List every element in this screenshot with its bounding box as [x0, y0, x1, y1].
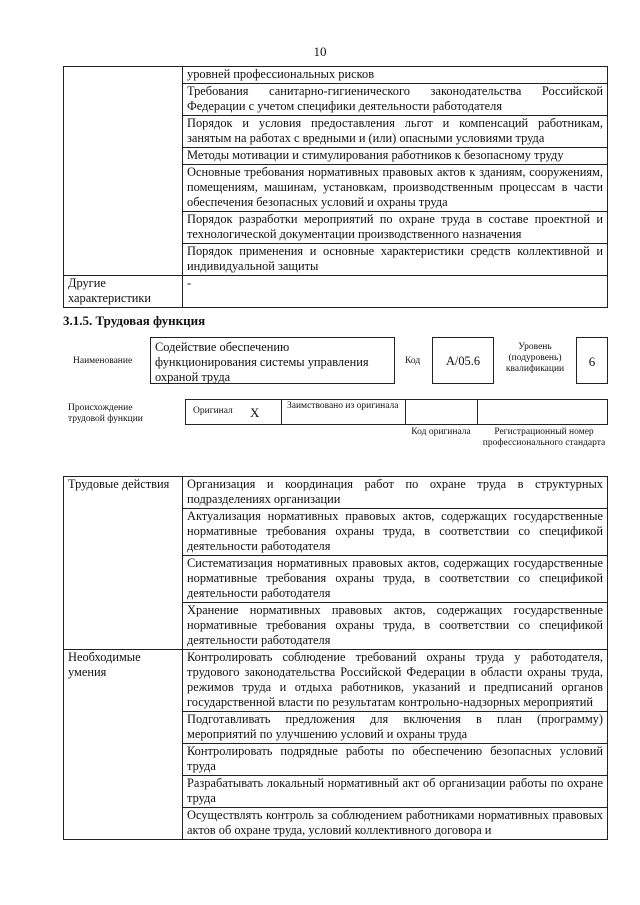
reg-number-label: Регистрационный номер профессионального стандарта — [482, 427, 606, 448]
table-cell: Контролировать соблюдение требований охраны труда у работодателя, трудового законодательства Российской Федерации в области охраны труда, режимов труда и отдыха работников, указаний и предписаний органов государственной власти по результатам контрольно-надзорных мероприятий — [183, 650, 608, 712]
function-name-box: Содействие обеспечению функционирования системы управления охраной труда — [150, 337, 395, 384]
table-row — [64, 477, 608, 509]
table-cell: Актуализация нормативных правовых актов, содержащих государственные нормативные требования охраны труда, в соответствии со спецификой деятельности работодателя — [183, 509, 608, 556]
origin-label: Происхождение трудовой функции — [68, 403, 143, 424]
table-cell: Подготавливать предложения для включения в план (программу) мероприятий по улучшению условий и охраны труда — [183, 712, 608, 744]
table-cell: Хранение нормативных правовых актов, содержащих государственные нормативные требования охраны труда, в соответствии со спецификой деятельности работодателя — [183, 603, 608, 650]
code-box: А/05.6 — [432, 337, 494, 384]
knowledge-table — [63, 66, 608, 308]
table-row — [64, 276, 608, 308]
table-row — [64, 650, 608, 712]
level-box: 6 — [576, 337, 608, 384]
table-cell: Порядок применения и основные характеристики средств коллективной и индивидуальной защиты — [183, 244, 608, 276]
table-cell: уровней профессиональных рисков — [183, 67, 608, 84]
original-label: Оригинал — [193, 406, 233, 416]
table-row — [64, 67, 608, 84]
borrowed-label: Заимствовано из оригинала — [287, 401, 399, 411]
name-label: Наименование — [73, 356, 133, 366]
table-cell: Разрабатывать локальный нормативный акт об организации работы по охране труда — [183, 776, 608, 808]
divider — [477, 399, 478, 425]
divider — [405, 399, 406, 425]
table-cell: Порядок разработки мероприятий по охране труда в составе проектной и технологической документации производственного назначения — [183, 212, 608, 244]
other-characteristics-label: Другие характеристики — [64, 276, 183, 308]
empty-label-cell — [64, 67, 183, 276]
table-cell: Основные требования нормативных правовых актов к зданиям, сооружениям, помещениям, машинам, установкам, производственным процессам в части обеспечения безопасных условий и охраны труда — [183, 165, 608, 212]
table-cell: Контролировать подрядные работы по обеспечению безопасных условий труда — [183, 744, 608, 776]
function-table — [63, 476, 608, 840]
divider — [281, 399, 282, 425]
table-cell: Порядок и условия предоставления льгот и компенсаций работникам, занятым на работах с вредными и (или) опасными условиями труда — [183, 116, 608, 148]
page-number: 10 — [313, 44, 327, 59]
table-cell: Организация и координация работ по охране труда в структурных подразделениях организации — [183, 477, 608, 509]
actions-label: Трудовые действия — [64, 477, 183, 650]
table-cell: Систематизация нормативных правовых актов, содержащих государственные нормативные требования охраны труда, в соответствии со спецификой деятельности работодателя — [183, 556, 608, 603]
level-label: Уровень (подуровень) квалификации — [505, 342, 565, 374]
original-mark: X — [250, 405, 260, 420]
table-cell: Методы мотивации и стимулирования работников к безопасному труду — [183, 148, 608, 165]
code-label: Код — [405, 356, 421, 366]
code-original-label: Код оригинала — [411, 427, 471, 437]
skills-label: Необходимые умения — [64, 650, 183, 840]
section-title: 3.1.5. Трудовая функция — [63, 313, 206, 328]
table-cell: Требования санитарно-гигиенического законодательства Российской Федерации с учетом специфики деятельности работодателя — [183, 84, 608, 116]
other-characteristics-value: - — [183, 276, 608, 308]
table-cell: Осуществлять контроль за соблюдением работниками нормативных правовых актов об охране труда, условий коллективного договора и — [183, 808, 608, 840]
